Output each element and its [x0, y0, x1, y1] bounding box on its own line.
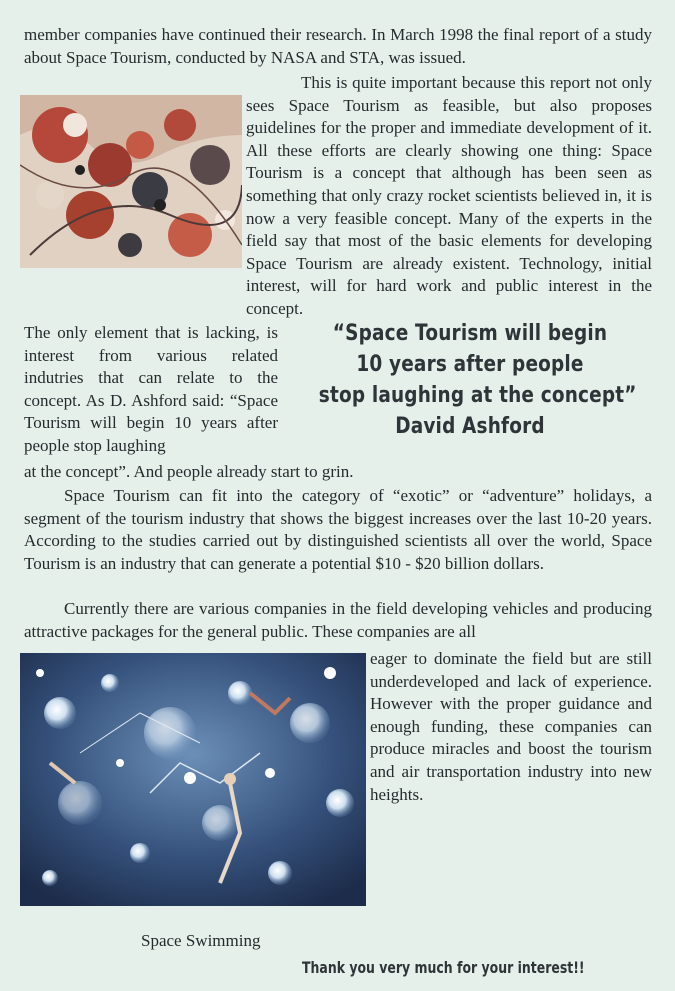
pull-quote-line-1: “Space Tourism will begin	[332, 321, 608, 346]
image-caption: Space Swimming	[141, 931, 261, 950]
paragraph-eager: eager to dominate the field but are still underdeveloped and lack of experience. However with the proper guidance and enough funding, these companies can produce miracles and boost the tourism and air transportation industry into new heights.	[370, 649, 652, 804]
paragraph-lacking: The only element that is lacking, is interest from various related indutries that can relate to the concept. As D. Ashford said: “Space Tourism will begin 10 years after people stop laughing	[24, 323, 278, 455]
paragraph-exotic-holidays: Space Tourism can fit into the category of “exotic” or “adventure” holidays, a segment of the tourism industry that shows the biggest increases over the last 10-20 years. According to the studies carried out by distinguished scientists all over the world, Space Tourism is an industry that can generate a potential $10 - $20 billion dollars.	[24, 486, 652, 573]
paragraph-feasibility: This is quite important because this report not only sees Space Tourism as feasible, but also proposes guidelines for the proper and immediate development of it. All these efforts are clearly showing one thing: Space Tourism is a concept that although has been seen as something that only crazy rocket scientists believed in, it is now a very feasible concept. Many of the experts in the field say that most of the basic elements for developing Space Tourism are already existent. Technology, initial interest, will for hard work and public interest in the concept.	[246, 73, 652, 318]
pull-quote-line-2: 10 years after people	[356, 352, 584, 377]
paragraph-grin: at the concept”. And people already start to grin.	[24, 462, 354, 481]
space-art-image-top	[20, 95, 242, 268]
pull-quote-line-3: stop laughing at the concept”	[318, 383, 637, 408]
paragraph-feasibility-wrap	[246, 72, 652, 321]
paragraph-intro: member companies have continued their research. In March 1998 the final report of a study about Space Tourism, conducted by NASA and STA, was issued.	[24, 25, 652, 67]
closing-message: Thank you very much for your interest!!	[302, 958, 585, 977]
pull-quote-author: David Ashford	[395, 414, 545, 439]
space-swimming-image	[20, 653, 366, 906]
paragraph-companies: Currently there are various companies in the field developing vehicles and producing attractive packages for the general public. These companies are all	[24, 599, 652, 641]
pull-quote	[318, 318, 637, 442]
